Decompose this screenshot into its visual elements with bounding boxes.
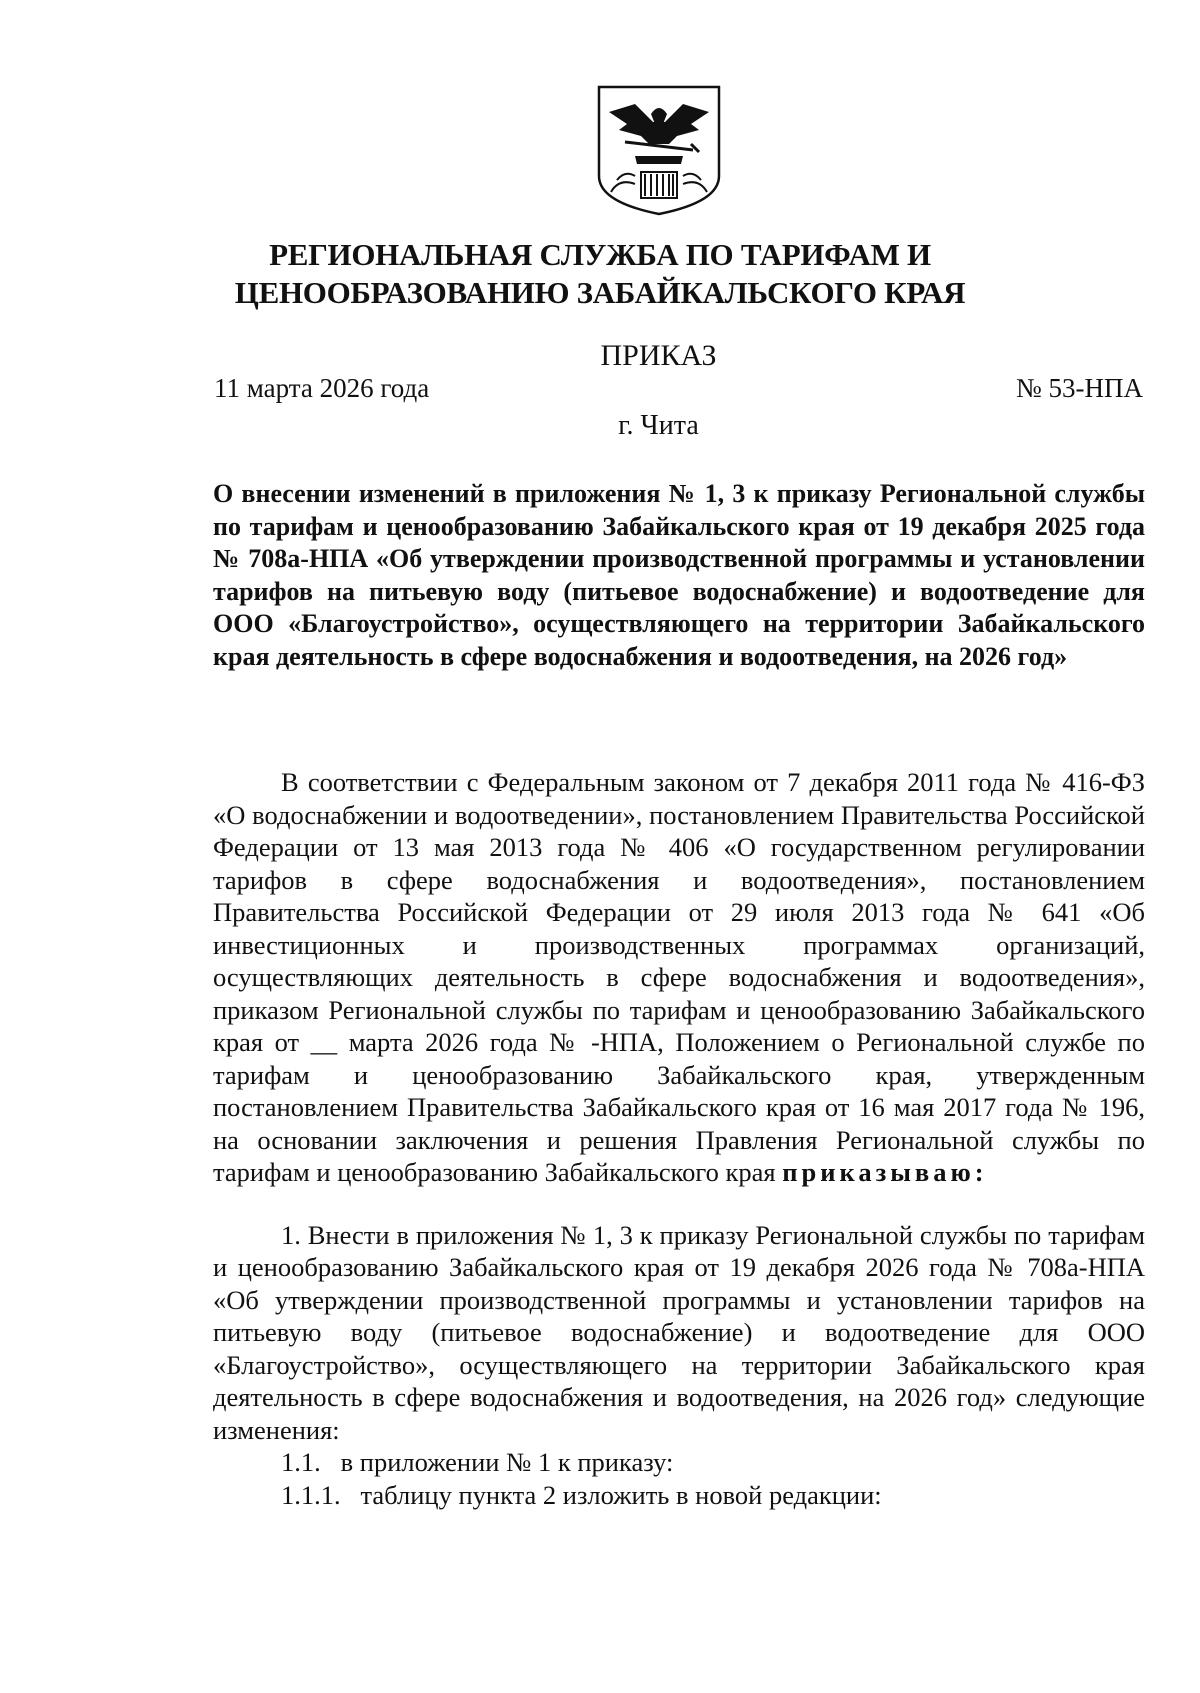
item-1-1-1-paragraph: 1.1.1. таблицу пункта 2 изложить в новой редакции: xyxy=(281,1479,882,1510)
order-word: приказываю: xyxy=(782,1157,988,1187)
organization-title xyxy=(150,236,1050,312)
organization-title-line-1: РЕГИОНАЛЬНАЯ СЛУЖБА ПО ТАРИФАМ И xyxy=(269,237,931,272)
document-type: ПРИКАЗ xyxy=(600,339,717,372)
organization-title-line-2: ЦЕНООБРАЗОВАНИЮ ЗАБАЙКАЛЬСКОГО КРАЯ xyxy=(234,275,966,310)
preamble-paragraph xyxy=(213,766,1145,1189)
preamble-text: В соответствии с Федеральным законом от 7 декабря 2011 года № 416-ФЗ «О водоснабжении и водоотведении», постановлением Правительства Российской Федерации от 13 мая 2013 года № 406 «О государственном регулировании тарифов в сфере водоснабжения и водоотведения», постановлением Правительства Российской Федерации от 29 июля 2013 года № 641 «Об инвестиционных и производственных программах организаций, осуществляющих деятельность в сфере водоснабжения и водоотведения», приказом Региональной службы по тарифам и ценообразованию Забайкальского края от __ марта 2026 года № -НПА, Положением о Региональной службе по тарифам и ценообразованию Забайкальского края, утвержденным постановлением Правительства Забайкальского края от 16 мая 2017 года № 196, на основании заключения и решения Правления Региональной службы по тарифам и ценообразованию Забайкальского края xyxy=(213,767,1145,1187)
coat-of-arms-emblem xyxy=(595,84,723,216)
item-1-1-paragraph: 1.1. в приложении № 1 к приказу: xyxy=(281,1447,674,1477)
document-city: г. Чита xyxy=(618,410,699,441)
order-subject: О внесении изменений в приложения № 1, 3 к приказу Региональной службы по тарифам и ценообразованию Забайкальского края от 19 декабря 2025 года № 708а-НПА «Об утверждении производственной программы и установлении тарифов на питьевую воду (питьевое водоснабжение) и водоотведение для ООО «Благоустройство», осуществляющего на территории Забайкальского края деятельность в сфере водоснабжения и водоотведения, на 2026 год» xyxy=(213,479,1145,671)
document-number: № 53-НПА xyxy=(1016,373,1143,403)
document-date: 11 марта 2026 года xyxy=(214,373,430,403)
order-body xyxy=(213,766,1145,1511)
item-1-paragraph: 1. Внести в приложения № 1, 3 к приказу Региональной службы по тарифам и ценообразованию Забайкальского края от 19 декабря 2026 года № 708а-НПА «Об утверждении производственной программы и установлении тарифов на питьевую воду (питьевое водоснабжение) и водоотведение для ООО «Благоустройство», осуществляющего на территории Забайкальского края деятельность в сфере водоснабжения и водоотведения, на 2026 год» следующие изменения: xyxy=(213,1219,1145,1445)
